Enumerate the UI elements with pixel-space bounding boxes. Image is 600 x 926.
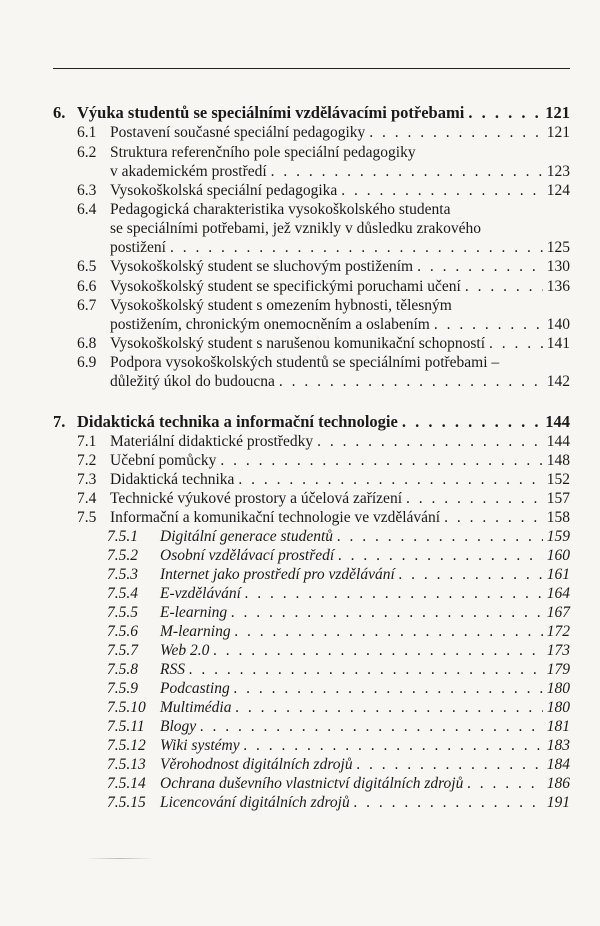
toc-entry-number: 7.5.1 <box>107 528 138 545</box>
toc-entry-number: 7.5.8 <box>107 661 138 678</box>
toc-entry-title: RSS <box>160 661 185 678</box>
toc-entry-number: 7.5.15 <box>107 794 146 811</box>
toc-entry-title: Struktura referenčního pole speciální pedagogiky <box>110 144 416 161</box>
toc-entry-page: 159 <box>546 528 570 545</box>
toc-entry-title: Vysokoškolská speciální pedagogika <box>110 182 338 199</box>
scan-smudge <box>85 858 155 859</box>
toc-entry-number: 7.5.12 <box>107 737 146 754</box>
toc-entry-title: Osobní vzdělávací prostředí <box>160 547 335 564</box>
toc-entry-number: 7.5.3 <box>107 566 138 583</box>
toc-entry-title: důležitý úkol do budoucna <box>110 373 275 390</box>
top-rule <box>53 68 570 69</box>
toc-entry-number: 7.2 <box>77 452 97 469</box>
toc-entry-number: 6.1 <box>77 124 97 141</box>
dot-leader <box>489 334 543 353</box>
toc-entry-title: M-learning <box>160 623 231 640</box>
toc-entry-page: 144 <box>546 433 570 450</box>
toc-entry-title: E-vzdělávání <box>160 585 241 602</box>
toc-entry-number: 7.5.2 <box>107 547 138 564</box>
toc-entry-number: 6.4 <box>77 201 97 218</box>
dot-leader <box>406 489 543 508</box>
toc-entry-title: Výuka studentů se speciálními vzdělávacími potřebami <box>77 103 465 122</box>
toc-entry-page: 140 <box>546 316 570 333</box>
dot-leader <box>317 432 543 451</box>
toc-entry-page: 130 <box>546 258 570 275</box>
dot-leader <box>354 793 543 812</box>
toc-entry-number: 7. <box>53 412 66 431</box>
toc-entry-page: 191 <box>546 794 570 811</box>
toc-entry-page: 180 <box>546 699 570 716</box>
toc-entry-title: Vysokoškolský student s omezením hybnosti, tělesným <box>110 297 452 314</box>
toc-entry-number: 6.7 <box>77 297 97 314</box>
toc-entry-page: 148 <box>546 452 570 469</box>
dot-leader <box>402 412 541 431</box>
toc-entry-number: 6. <box>53 103 66 122</box>
dot-leader <box>417 257 543 276</box>
toc-entry-title: Podpora vysokoškolských studentů se speciálními potřebami – <box>110 354 500 371</box>
toc-entry-page: 142 <box>546 373 570 390</box>
toc-entry-page: 183 <box>546 737 570 754</box>
toc-entry-title: Materiální didaktické prostředky <box>110 433 314 450</box>
toc-entry-number: 7.5.11 <box>107 718 145 735</box>
toc-entry-number: 7.5 <box>77 509 97 526</box>
dot-leader <box>244 736 543 755</box>
toc-entry-page: 161 <box>546 566 570 583</box>
toc-entry-title: Pedagogická charakteristika vysokoškolského studenta <box>110 201 451 218</box>
toc-entry-title: Postavení současné speciální pedagogiky <box>110 124 366 141</box>
toc-entry-page: 121 <box>546 124 570 141</box>
toc-entry-title: Technické výukové prostory a účelová zařízení <box>110 490 402 507</box>
toc-entry-number: 7.5.4 <box>107 585 138 602</box>
toc-entry-number: 6.9 <box>77 354 97 371</box>
dot-leader <box>220 451 542 470</box>
toc-entry-number: 6.6 <box>77 278 97 295</box>
dot-leader <box>341 181 542 200</box>
toc-entry-title: postižením, chronickým onemocněním a oslabením <box>110 316 430 333</box>
dot-leader <box>399 565 543 584</box>
dot-leader <box>468 103 541 122</box>
toc-entry-title: se speciálními potřebami, jež vznikly v důsledku zrakového <box>110 220 482 237</box>
toc-entry-page: 125 <box>546 239 570 256</box>
dot-leader <box>235 622 543 641</box>
toc-entry-number: 7.5.9 <box>107 680 138 697</box>
toc-entry-page: 184 <box>546 756 570 773</box>
toc-entry-page: 121 <box>545 103 570 122</box>
toc-entry-title: Učební pomůcky <box>110 452 217 469</box>
toc-entry-page: 152 <box>546 471 570 488</box>
toc-entry-page: 158 <box>546 509 570 526</box>
dot-leader <box>213 641 542 660</box>
toc-entry-number: 7.5.10 <box>107 699 146 716</box>
toc-entry-page: 186 <box>546 775 570 792</box>
toc-entry-title: Vysokoškolský student se specifickými poruchami učení <box>110 278 461 295</box>
dot-leader <box>245 584 543 603</box>
toc-entry-page: 157 <box>546 490 570 507</box>
toc-entry-number: 6.8 <box>77 335 97 352</box>
toc-entry-title: E-learning <box>160 604 228 621</box>
toc-entry-number: 6.2 <box>77 144 97 161</box>
toc-entry-page: 180 <box>546 680 570 697</box>
dot-leader <box>465 277 543 296</box>
toc-entry-number: 7.5.7 <box>107 642 138 659</box>
toc-entry-page: 160 <box>546 547 570 564</box>
dot-leader <box>189 660 543 679</box>
toc-entry-title: Podcasting <box>160 680 230 697</box>
toc-entry-page: 164 <box>546 585 570 602</box>
toc-entry-number: 7.3 <box>77 471 97 488</box>
toc-entry-title: Vysokoškolský student s narušenou komunikační schopností <box>110 335 485 352</box>
toc-entry-number: 6.3 <box>77 182 97 199</box>
toc-entry-page: 136 <box>546 278 570 295</box>
toc-entry-number: 7.5.14 <box>107 775 146 792</box>
toc-entry-page: 179 <box>546 661 570 678</box>
dot-leader <box>369 123 542 142</box>
dot-leader <box>444 508 543 527</box>
toc-entry-title: postižení <box>110 239 166 256</box>
toc-entry-title: Web 2.0 <box>160 642 210 659</box>
dot-leader <box>231 603 543 622</box>
toc-entry-page: 172 <box>546 623 570 640</box>
dot-leader <box>467 774 542 793</box>
dot-leader <box>434 315 543 334</box>
toc-entry-number: 6.5 <box>77 258 97 275</box>
toc-entry-page: 124 <box>546 182 570 199</box>
toc-entry-title: Didaktická technika a informační technologie <box>77 412 398 431</box>
toc-entry-page: 141 <box>546 335 570 352</box>
toc-entry-number: 7.5.5 <box>107 604 138 621</box>
dot-leader <box>235 698 542 717</box>
dot-leader <box>234 679 543 698</box>
toc-entry-number: 7.4 <box>77 490 97 507</box>
dot-leader <box>357 755 543 774</box>
dot-leader <box>200 717 543 736</box>
dot-leader <box>338 546 543 565</box>
dot-leader <box>238 470 542 489</box>
toc-entry-number: 7.1 <box>77 433 97 450</box>
toc-entry-title: Věrohodnost digitálních zdrojů <box>160 756 353 773</box>
toc-entry-number: 7.5.6 <box>107 623 138 640</box>
dot-leader <box>279 372 543 391</box>
toc-entry-title: Ochrana duševního vlastnictví digitálních zdrojů <box>160 775 464 792</box>
dot-leader <box>337 527 543 546</box>
toc-entry-title: Licencování digitálních zdrojů <box>160 794 350 811</box>
toc-entry-number: 7.5.13 <box>107 756 146 773</box>
toc-entry-page: 173 <box>546 642 570 659</box>
toc-entry-title: Vysokoškolský student se sluchovým postižením <box>110 258 414 275</box>
toc-entry-page: 123 <box>546 163 570 180</box>
toc-entry-title: Wiki systémy <box>160 737 240 754</box>
toc-entry-title: Multimédia <box>160 699 232 716</box>
dot-leader <box>271 162 543 181</box>
toc-entry-title: v akademickém prostředí <box>110 163 267 180</box>
toc-entry-title: Didaktická technika <box>110 471 235 488</box>
toc-entry-title: Blogy <box>160 718 197 735</box>
toc-entry-page: 181 <box>546 718 570 735</box>
toc-entry-title: Internet jako prostředí pro vzdělávání <box>160 566 395 583</box>
toc-entry-page: 144 <box>545 412 570 431</box>
dot-leader <box>170 238 543 257</box>
toc-entry-page: 167 <box>546 604 570 621</box>
toc-entry-title: Informační a komunikační technologie ve vzdělávání <box>110 509 441 526</box>
toc-entry-title: Digitální generace studentů <box>160 528 334 545</box>
